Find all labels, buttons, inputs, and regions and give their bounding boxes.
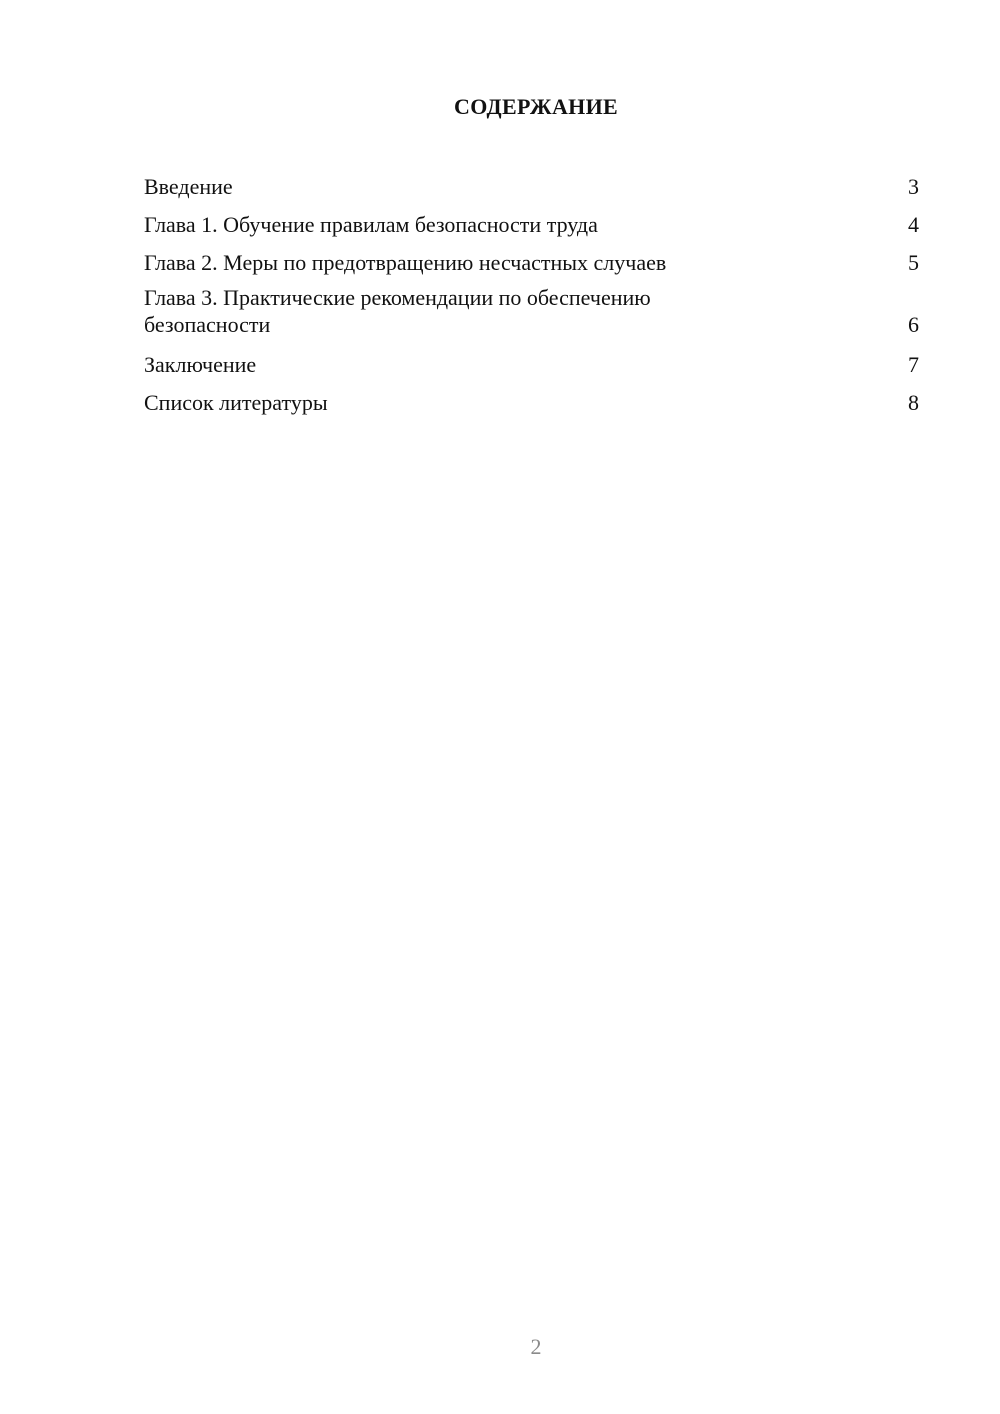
toc-entry-chapter-1[interactable] bbox=[144, 208, 919, 238]
toc-entry-label: Список литературы bbox=[144, 390, 328, 415]
toc-title-container bbox=[0, 94, 1000, 120]
toc-entry-conclusion[interactable] bbox=[144, 348, 919, 378]
toc-entry-label: Глава 2. Меры по предотвращению несчастных случаев bbox=[144, 250, 667, 275]
page-number: 2 bbox=[530, 1334, 542, 1359]
table-of-contents bbox=[144, 170, 919, 416]
toc-entry-page-number: 5 bbox=[908, 250, 919, 275]
toc-entry-page-number: 6 bbox=[908, 312, 919, 337]
toc-entry-introduction[interactable] bbox=[144, 170, 919, 200]
toc-entry-chapter-2[interactable] bbox=[144, 246, 919, 276]
toc-entry-label: Заключение bbox=[144, 352, 257, 377]
toc-entry-label: Глава 1. Обучение правилам безопасности труда bbox=[144, 212, 598, 237]
toc-entry-label: Введение bbox=[144, 174, 233, 199]
toc-entry-label: Глава 3. Практические рекомендации по обеспечению безопасности bbox=[144, 285, 651, 337]
toc-entry-page-number: 4 bbox=[908, 212, 919, 237]
toc-entry-page-number: 3 bbox=[908, 174, 919, 199]
toc-entry-chapter-3[interactable] bbox=[144, 284, 919, 338]
toc-entry-page-number: 8 bbox=[908, 390, 919, 415]
toc-entry-references[interactable] bbox=[144, 386, 919, 416]
toc-entry-page-number: 7 bbox=[908, 352, 919, 377]
toc-title: СОДЕРЖАНИЕ bbox=[454, 94, 618, 119]
